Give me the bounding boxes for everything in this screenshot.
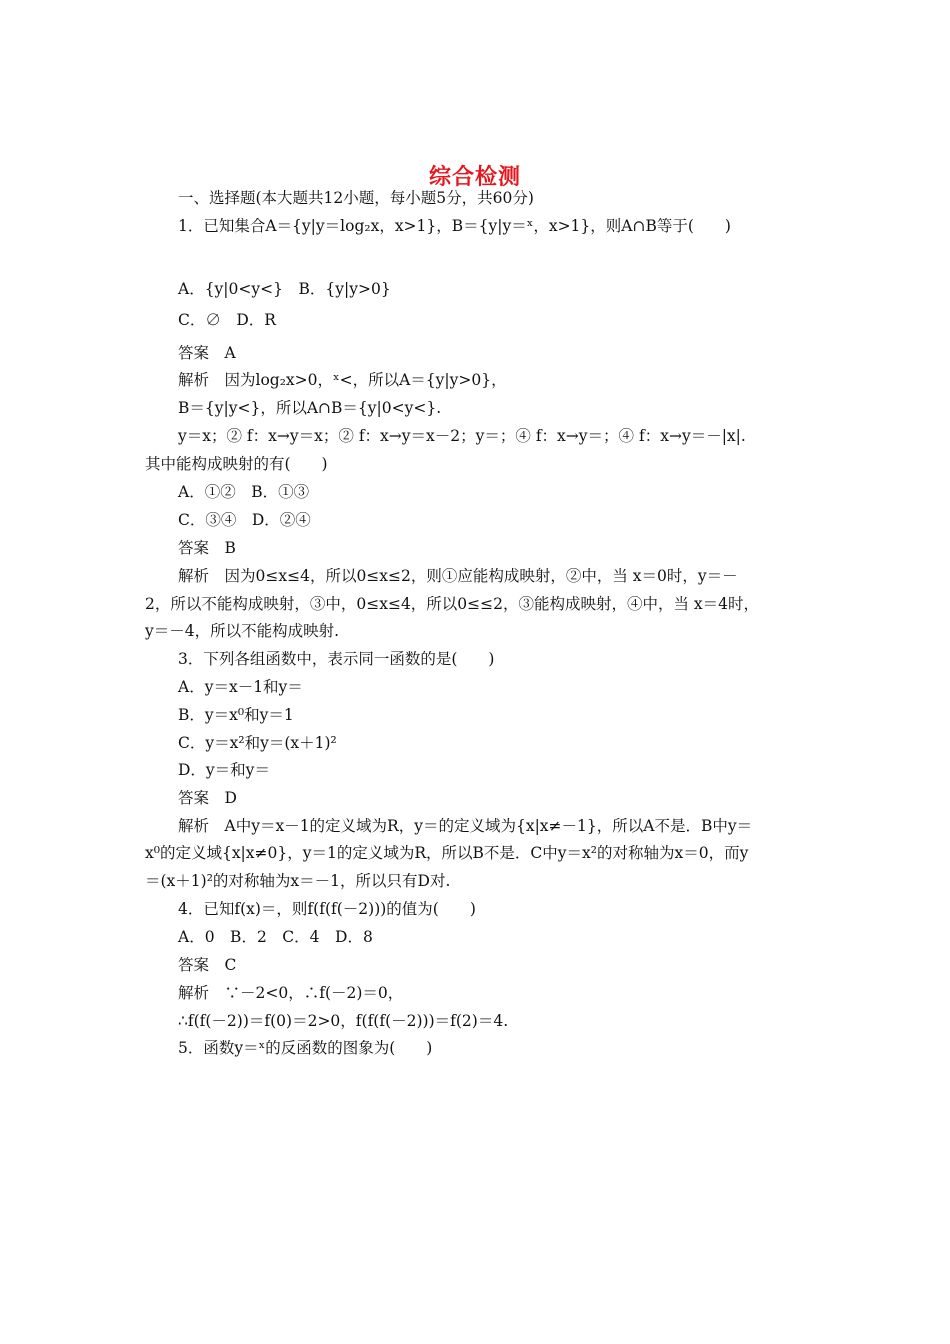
q2-options-cd: C．③④ D．②④ — [178, 511, 311, 529]
section-heading: 一、选择题(本大题共12小题，每小题5分，共60分) — [178, 189, 534, 207]
q2-options-ab: A．①② B．①③ — [178, 483, 310, 501]
q3-answer: 答案 D — [178, 789, 237, 807]
q3-analysis: 解析 A中y＝x－1的定义域为R，y＝的定义域为{x|x≠－1}，所以A不是．B中y＝ — [178, 817, 753, 835]
q4-analysis-cont: ∴f(f(－2))＝f(0)＝2>0，f(f(f(－2)))＝f(2)＝4. — [178, 1012, 509, 1030]
q3-option-c: C．y＝x²和y＝(x＋1)² — [178, 734, 337, 752]
q3-option-d: D．y＝和y＝ — [178, 761, 270, 779]
q2-analysis: 解析 因为0≤x≤4，所以0≤x≤2，则①应能构成映射，②中，当 x＝0时，y＝－ — [178, 567, 738, 585]
question-1: 1．已知集合A＝{y|y＝log₂x，x>1}，B＝{y|y＝ˣ，x>1}，则A∩B等于( ) — [178, 217, 731, 235]
question-4: 4．已知f(x)＝，则f(f(f(－2)))的值为( ) — [178, 900, 476, 918]
q1-options-cd: C．∅ D．R — [178, 311, 276, 329]
question-3: 3．下列各组函数中，表示同一函数的是( ) — [178, 650, 495, 668]
q3-option-a: A．y＝x－1和y＝ — [178, 678, 303, 696]
q3-analysis-cont-1: x⁰的定义域{x|x≠0}，y＝1的定义域为R，所以B不是．C中y＝x²的对称轴为x＝0，而y — [145, 844, 749, 862]
q4-analysis: 解析 ∵－2<0，∴f(－2)＝0， — [178, 984, 404, 1002]
page-title: 综合检测 — [428, 165, 521, 190]
q1-analysis: 解析 因为log₂x>0，ˣ<，所以A＝{y|y>0}， — [178, 371, 507, 389]
q2-answer: 答案 B — [178, 539, 236, 557]
question-2-mappings: y＝x；② f：x→y＝x；② f：x→y＝x－2；y＝；④ f：x→y＝；④ f：x→y＝－|x|. — [178, 427, 746, 445]
q2-analysis-cont-1: 2，所以不能构成映射，③中，0≤x≤4，所以0≤≤2，③能构成映射，④中，当 x＝4时， — [145, 595, 760, 613]
q1-answer: 答案 A — [178, 344, 236, 362]
q4-options: A．0 B．2 C．4 D．8 — [178, 928, 373, 946]
q1-options-ab: A．{y|0<y<} B．{y|y>0} — [178, 280, 391, 298]
question-2-stem: 其中能构成映射的有( ) — [145, 455, 328, 473]
q3-analysis-cont-2: ＝(x＋1)²的对称轴为x＝－1，所以只有D对. — [145, 872, 451, 890]
q2-analysis-cont-2: y＝－4，所以不能构成映射. — [145, 622, 340, 640]
q4-answer: 答案 C — [178, 956, 237, 974]
q1-analysis-cont: B＝{y|y<}，所以A∩B＝{y|0<y<}. — [178, 399, 442, 417]
q3-option-b: B．y＝x⁰和y＝1 — [178, 706, 294, 724]
question-5: 5．函数y＝ˣ的反函数的图象为( ) — [178, 1039, 433, 1057]
